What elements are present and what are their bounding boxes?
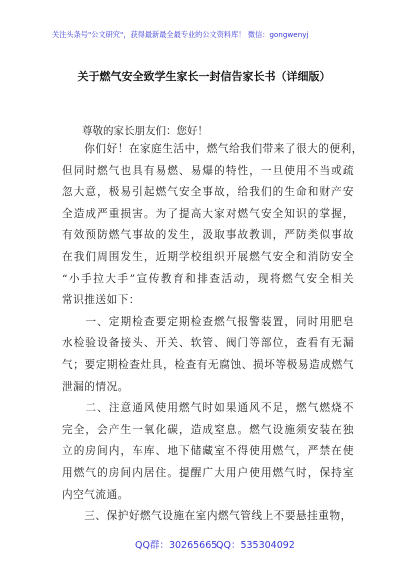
letter-body bbox=[62, 139, 363, 528]
paragraph-3-line: 内空气流通。 bbox=[62, 488, 129, 501]
paragraph-3-line: 立的房间内，车库、地下储藏室不得使用燃气，严禁在使 bbox=[62, 445, 354, 458]
paragraph-4-line: 三、保护好燃气设施在室内燃气管线上不要悬挂重物， bbox=[62, 510, 352, 523]
paragraph-1-line: 在我们周围发生，近期学校组织开展燃气安全和消防安全 bbox=[62, 250, 354, 263]
paragraph-1-line: 全造成严重损害。为了提高大家对燃气安全知识的掌握， bbox=[62, 207, 354, 220]
paragraph-2-line: 泄漏的情况。 bbox=[62, 380, 129, 393]
paragraph-1-line: 忽大意，极易引起燃气安全事故，给我们的生命和财产安 bbox=[62, 186, 354, 199]
paragraph-3-line: 用燃气的房间内居住。提醒广大用户使用燃气时，保持室 bbox=[62, 466, 354, 479]
paragraph-3-line: 二、注意通风使用燃气时如果通风不足，燃气燃烧不 bbox=[62, 402, 354, 415]
paragraph-1-line: 有效预防燃气事故的发生，汲取事故教训，严防类似事故 bbox=[62, 229, 354, 242]
paragraph-2-line: 气；要定期检查灶具，检查有无腐蚀、损坏等极易造成燃气 bbox=[62, 358, 354, 371]
document-title: 关于燃气安全致学生家长一封信告家长书（详细版） bbox=[77, 70, 331, 83]
paragraph-1-line: 常识推送如下： bbox=[62, 294, 141, 307]
paragraph-1-line: “小手拉大手”宣传教育和排查活动，现将燃气安全相关 bbox=[62, 272, 354, 285]
paragraph-1-line: 但同时燃气也具有易燃、易爆的特性，一旦使用不当或疏 bbox=[62, 164, 354, 177]
paragraph-2-line: 一、定期检查要定期检查燃气报警装置，同时用肥皂 bbox=[62, 315, 354, 328]
qq-group-number: QQ群：30265665 bbox=[135, 540, 218, 551]
qq-contact-number: QQ：535304092 bbox=[216, 540, 295, 551]
header-banner: 关注头条号"公文研究"，获得最新最全最专业的公文资料库！ 微信：gongwenyj bbox=[52, 30, 309, 39]
paragraph-1-line: 你们好！在家庭生活中，燃气给我们带来了很大的便利， bbox=[62, 143, 363, 155]
greeting: 尊敬的家长朋友们：您好！ bbox=[82, 125, 208, 137]
paragraph-2-line: 水检验设备接头、开关、软管、阀门等部位，查看有无漏 bbox=[62, 337, 354, 350]
paragraph-3-line: 完全，会产生一氧化碳，造成窒息。燃气设施须安装在独 bbox=[62, 423, 354, 436]
